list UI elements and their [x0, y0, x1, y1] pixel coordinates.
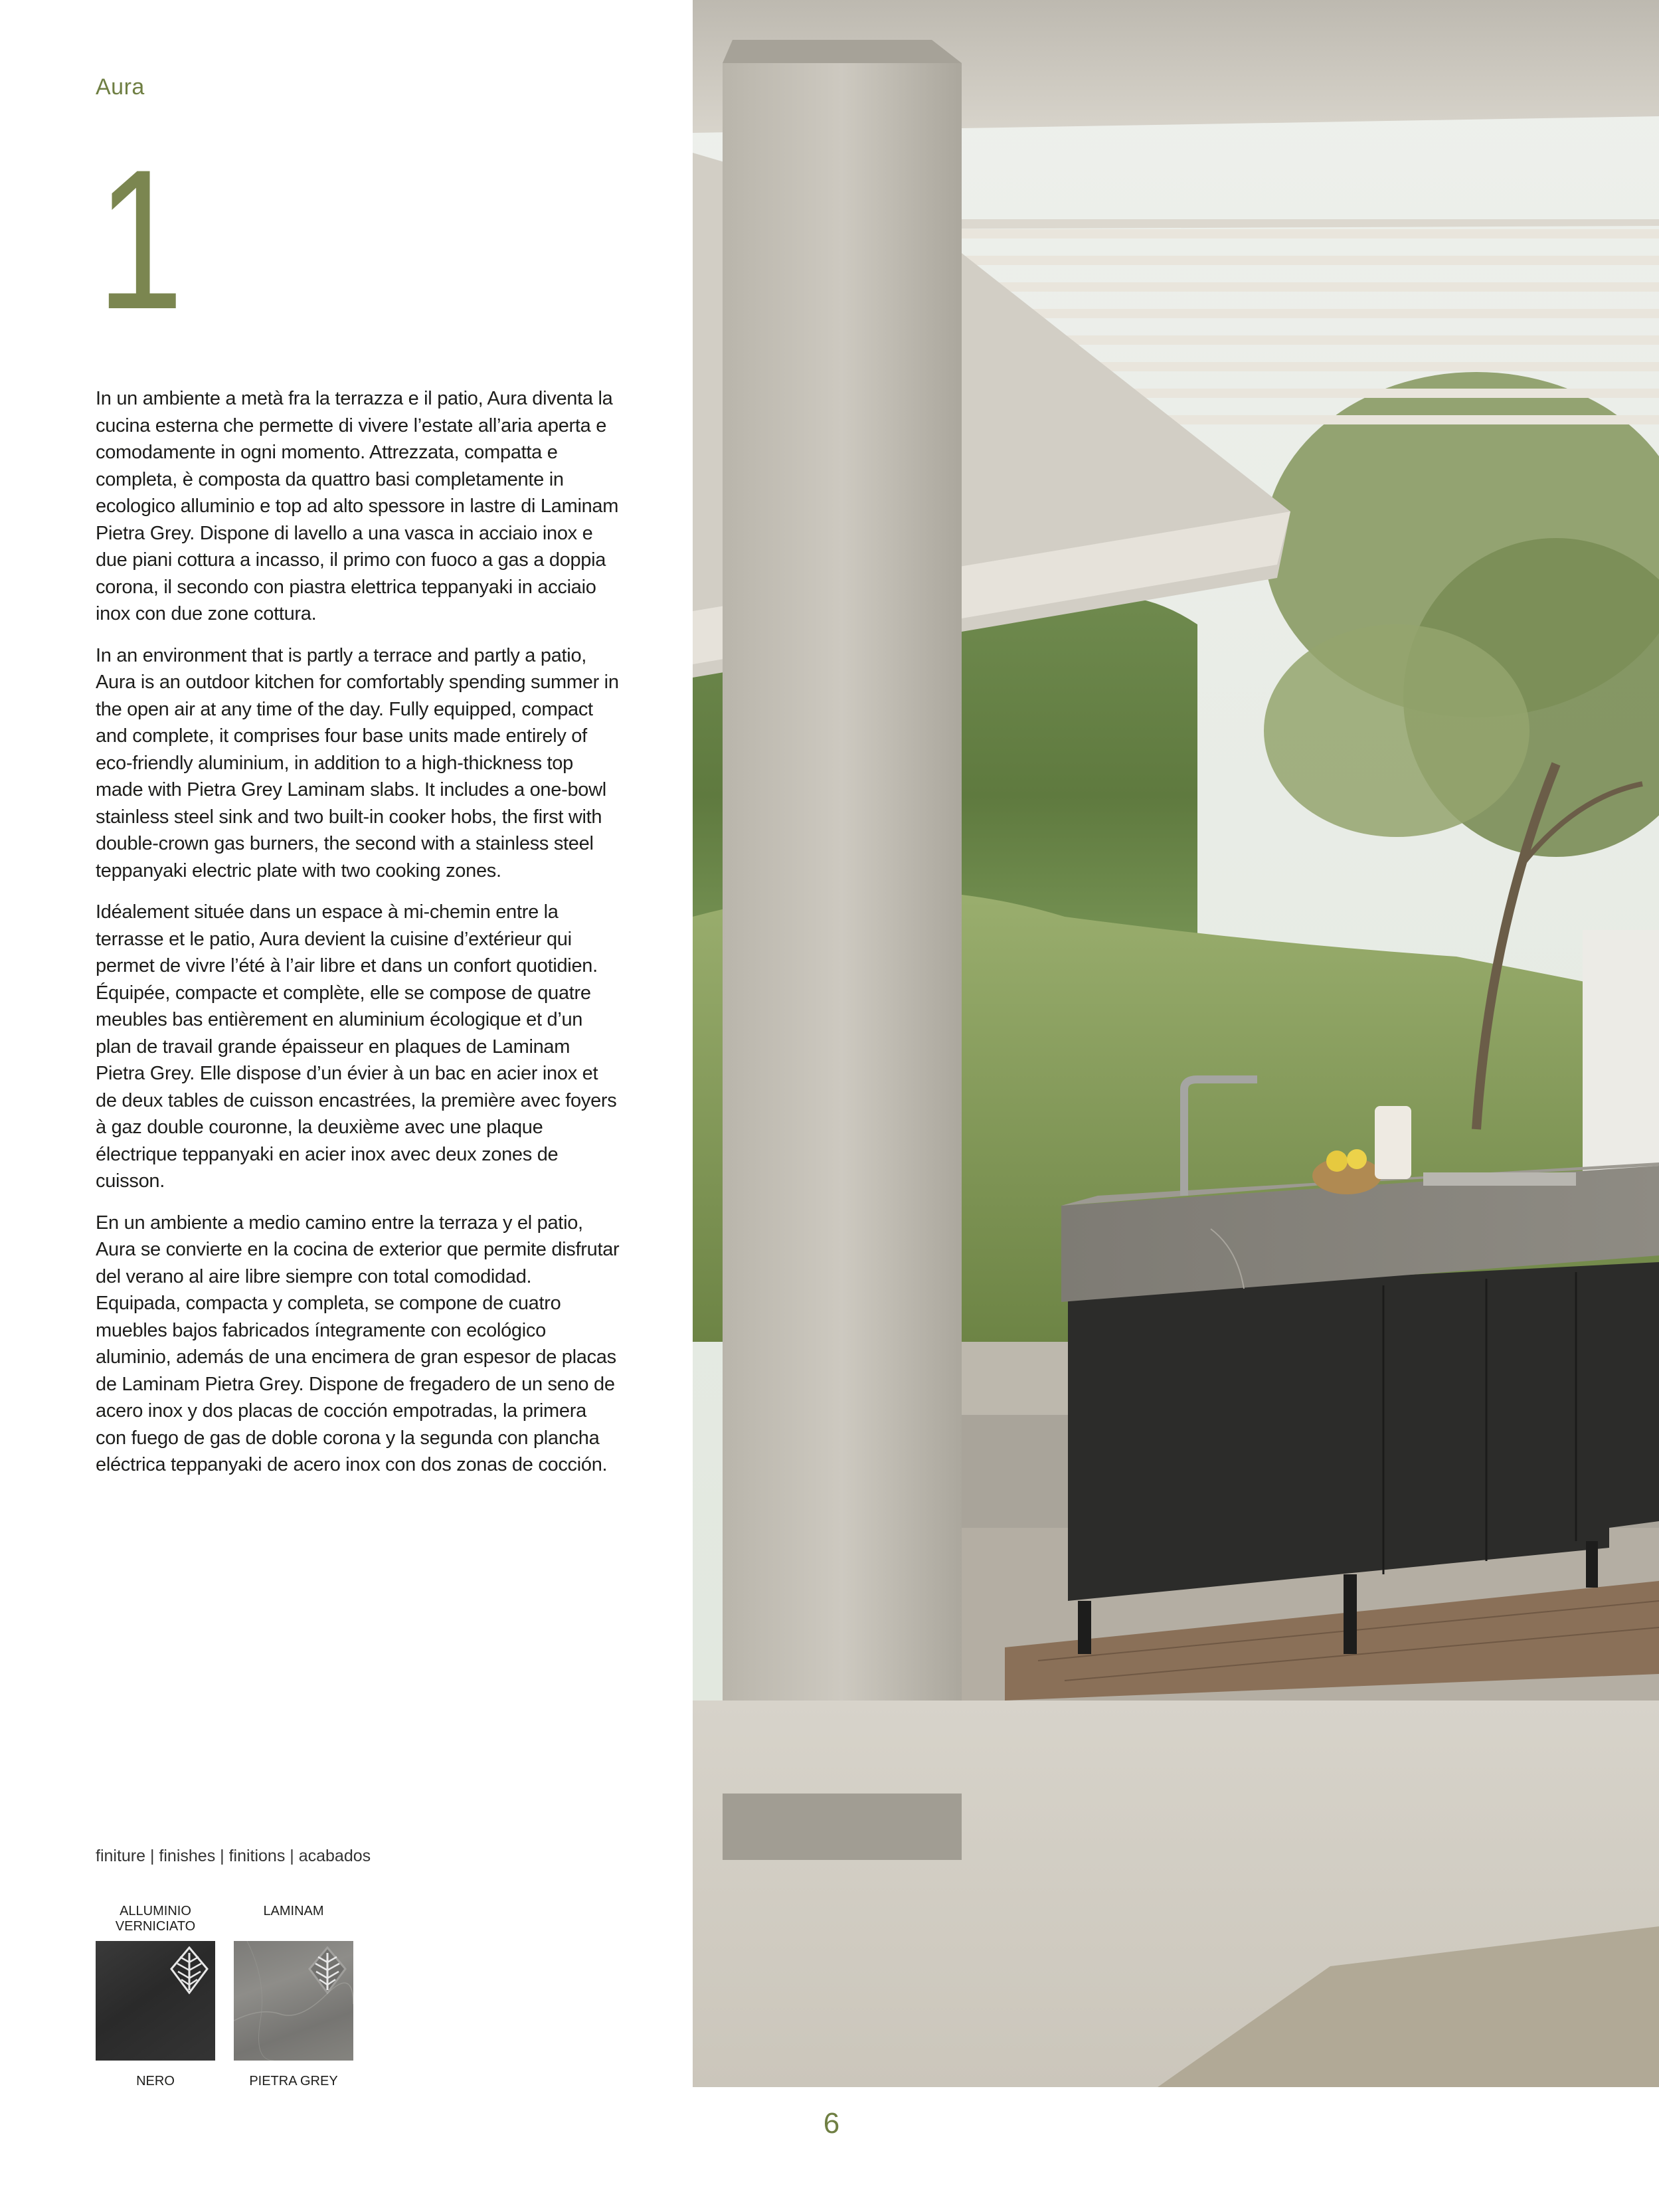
finish-material-label: ALLUMINIO VERNICIATO	[115, 1904, 196, 1934]
outdoor-kitchen-scene	[693, 0, 1659, 2087]
product-photo	[693, 0, 1659, 2087]
paragraph-french: Idéalement située dans un espace à mi-chemin entre la terrasse et le patio, Aura devient la cuisine d’extérieur qui permet de vivre l’été à l’air libre et dans un confort quotidien. Équipée, compacte et complète, elle se compose de quatre meubles bas entièrement en aluminium écologique et d’un plan de travail grande épaisseur en plaques de Laminam Pietra Grey. Elle dispose d’un évier à un bac en acier inox et de deux tables de cuisson encastrées, la première avec foyers à gaz double couronne, la deuxième avec une plaque électrique teppanyaki en acier inox avec deux zones de cuisson.	[96, 901, 617, 1192]
page-number: 6	[823, 2107, 840, 2140]
paragraph-italian: In un ambiente a metà fra la terrazza e il patio, Aura diventa la cucina esterna che permette di vivere l’estate all’aria aperta e comodamente in ogni momento. Attrezzata, compatta e completa, è composta da quattro basi completamente in ecologico alluminio e top ad alto spessore in lastre di Laminam Pietra Grey. Dispone di lavello a una vasca in acciaio inox e due piani cottura a incasso, il primo con fuoco a gas a doppia corona, il secondo con piastra elettrica teppanyaki in acciaio inox con due zone cottura.	[96, 388, 619, 624]
leaf-icon	[169, 1946, 210, 1994]
finish-swatch-pietra-grey	[234, 1941, 353, 2061]
leaf-icon	[307, 1946, 348, 1994]
finish-color-label: PIETRA GREY	[249, 2074, 338, 2088]
finish-material-label: LAMINAM	[263, 1904, 324, 1918]
brand-title: Aura	[96, 74, 145, 100]
section-number: 1	[97, 128, 184, 351]
finish-swatch-nero	[96, 1941, 215, 2061]
finish-color-label: NERO	[136, 2074, 175, 2088]
finishes-caption: finiture | finishes | finitions | acabados	[96, 1847, 371, 1865]
description-column	[96, 385, 620, 1493]
paragraph-spanish: En un ambiente a medio camino entre la terraza y el patio, Aura se convierte en la cocina de exterior que permite disfrutar del verano al aire libre siempre con total comodidad. Equipada, compacta y completa, se compone de cuatro muebles bajos fabricados íntegramente con ecológico aluminio, además de una encimera de gran espesor de placas de Laminam Pietra Grey. Dispone de fregadero de un seno de acero inox y dos placas de cocción empotradas, la primera con fuego de gas de doble corona y la segunda con plancha eléctrica teppanyaki de acero inox con dos zonas de cocción.	[96, 1212, 620, 1475]
paragraph-english: In an environment that is partly a terrace and partly a patio, Aura is an outdoor kitchen for comfortably spending summer in the open air at any time of the day. Fully equipped, compact and complete, it comprises four base units made entirely of eco-friendly aluminium, in addition to a high-thickness top made with Pietra Grey Laminam slabs. It includes a one-bowl stainless steel sink and two built-in cooker hobs, the first with double-crown gas burners, the second with a stainless steel teppanyaki electric plate with two cooking zones.	[96, 644, 619, 881]
